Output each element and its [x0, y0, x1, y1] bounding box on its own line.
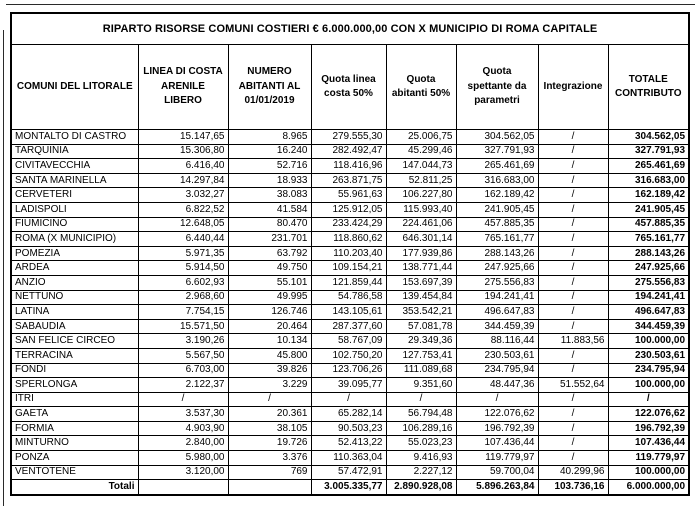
- value-cell: /: [538, 130, 608, 145]
- value-cell: 12.648,05: [138, 217, 228, 232]
- value-cell: 162.189,42: [608, 188, 689, 203]
- totals-value-cell: 2.890.928,08: [386, 480, 456, 495]
- value-cell: 54.786,58: [311, 290, 386, 305]
- value-cell: 38.105: [228, 421, 311, 436]
- comune-name-cell: NETTUNO: [11, 290, 138, 305]
- value-cell: 15.306,80: [138, 144, 228, 159]
- table-row: [11, 232, 689, 247]
- value-cell: 304.562,05: [608, 130, 689, 145]
- value-cell: 55.023,23: [386, 436, 456, 451]
- value-cell: 327.791,93: [456, 144, 538, 159]
- value-cell: 119.779,97: [608, 451, 689, 466]
- table-row: [11, 451, 689, 466]
- table-row: [11, 392, 689, 407]
- value-cell: 14.297,84: [138, 173, 228, 188]
- value-cell: /: [538, 363, 608, 378]
- value-cell: 55.101: [228, 275, 311, 290]
- value-cell: 344.459,39: [456, 319, 538, 334]
- value-cell: /: [608, 392, 689, 407]
- value-cell: /: [538, 275, 608, 290]
- value-cell: /: [538, 217, 608, 232]
- table-row: [11, 144, 689, 159]
- value-cell: 110.363,04: [311, 451, 386, 466]
- table-row: [11, 334, 689, 349]
- column-header-7: Integrazione: [538, 45, 608, 130]
- value-cell: 127.753,41: [386, 348, 456, 363]
- value-cell: 52.413,22: [311, 436, 386, 451]
- table-row: [11, 363, 689, 378]
- value-cell: 52.811,25: [386, 173, 456, 188]
- column-header-2: LINEA DI COSTA ARENILE LIBERO: [138, 45, 228, 130]
- value-cell: 194.241,41: [608, 290, 689, 305]
- value-cell: 121.859,44: [311, 275, 386, 290]
- value-cell: 25.006,75: [386, 130, 456, 145]
- value-cell: 247.925,66: [456, 261, 538, 276]
- totals-value-cell: [138, 480, 228, 495]
- value-cell: 196.792,39: [608, 421, 689, 436]
- value-cell: 177.939,86: [386, 246, 456, 261]
- comune-name-cell: SPERLONGA: [11, 378, 138, 393]
- value-cell: /: [311, 392, 386, 407]
- value-cell: 9.416,93: [386, 451, 456, 466]
- table-row: [11, 465, 689, 480]
- value-cell: 8.965: [228, 130, 311, 145]
- value-cell: 646.301,14: [386, 232, 456, 247]
- value-cell: 80.470: [228, 217, 311, 232]
- value-cell: 118.416,96: [311, 159, 386, 174]
- comune-name-cell: GAETA: [11, 407, 138, 422]
- table-row: [11, 261, 689, 276]
- value-cell: 279.555,30: [311, 130, 386, 145]
- value-cell: 194.241,41: [456, 290, 538, 305]
- value-cell: 41.584: [228, 202, 311, 217]
- value-cell: 3.376: [228, 451, 311, 466]
- column-header-5: Quota abitanti 50%: [386, 45, 456, 130]
- value-cell: 49.995: [228, 290, 311, 305]
- value-cell: /: [538, 144, 608, 159]
- value-cell: 230.503,61: [608, 348, 689, 363]
- comune-name-cell: SABAUDIA: [11, 319, 138, 334]
- value-cell: 57.472,91: [311, 465, 386, 480]
- value-cell: 123.706,26: [311, 363, 386, 378]
- value-cell: 4.903,90: [138, 421, 228, 436]
- value-cell: /: [538, 407, 608, 422]
- comune-name-cell: MONTALTO DI CASTRO: [11, 130, 138, 145]
- value-cell: 15.571,50: [138, 319, 228, 334]
- comune-name-cell: ARDEA: [11, 261, 138, 276]
- value-cell: 5.971,35: [138, 246, 228, 261]
- value-cell: 327.791,93: [608, 144, 689, 159]
- comune-name-cell: FONDI: [11, 363, 138, 378]
- value-cell: 288.143,26: [608, 246, 689, 261]
- value-cell: 111.089,68: [386, 363, 456, 378]
- value-cell: 18.933: [228, 173, 311, 188]
- value-cell: 115.993,40: [386, 202, 456, 217]
- value-cell: /: [538, 348, 608, 363]
- value-cell: 119.779,97: [456, 451, 538, 466]
- value-cell: 6.416,40: [138, 159, 228, 174]
- value-cell: 247.925,66: [608, 261, 689, 276]
- comune-name-cell: CIVITAVECCHIA: [11, 159, 138, 174]
- value-cell: 3.537,30: [138, 407, 228, 422]
- value-cell: 143.105,61: [311, 305, 386, 320]
- value-cell: 52.716: [228, 159, 311, 174]
- comune-name-cell: LATINA: [11, 305, 138, 320]
- value-cell: 5.567,50: [138, 348, 228, 363]
- totals-value-cell: 3.005.335,77: [311, 480, 386, 495]
- value-cell: 288.143,26: [456, 246, 538, 261]
- value-cell: 109.154,21: [311, 261, 386, 276]
- value-cell: 231.701: [228, 232, 311, 247]
- value-cell: 162.189,42: [456, 188, 538, 203]
- value-cell: 282.492,47: [311, 144, 386, 159]
- value-cell: 344.459,39: [608, 319, 689, 334]
- totals-row: [11, 480, 689, 495]
- value-cell: /: [538, 319, 608, 334]
- table-row: [11, 275, 689, 290]
- value-cell: 6.822,52: [138, 202, 228, 217]
- value-cell: 765.161,77: [608, 232, 689, 247]
- value-cell: 49.750: [228, 261, 311, 276]
- value-cell: 51.552,64: [538, 378, 608, 393]
- table-row: [11, 130, 689, 145]
- value-cell: 196.792,39: [456, 421, 538, 436]
- comune-name-cell: ITRI: [11, 392, 138, 407]
- value-cell: 15.147,65: [138, 130, 228, 145]
- totals-value-cell: 103.736,16: [538, 480, 608, 495]
- value-cell: 234.795,94: [456, 363, 538, 378]
- value-cell: 20.361: [228, 407, 311, 422]
- value-cell: 106.227,80: [386, 188, 456, 203]
- value-cell: 457.885,35: [608, 217, 689, 232]
- table-row: [11, 319, 689, 334]
- column-header-8: TOTALE CONTRIBUTO: [608, 45, 689, 130]
- value-cell: /: [538, 290, 608, 305]
- value-cell: 147.044,73: [386, 159, 456, 174]
- value-cell: 9.351,60: [386, 378, 456, 393]
- value-cell: 5.980,00: [138, 451, 228, 466]
- value-cell: 153.697,39: [386, 275, 456, 290]
- value-cell: 224.461,06: [386, 217, 456, 232]
- value-cell: 100.000,00: [608, 334, 689, 349]
- table-row: [11, 159, 689, 174]
- value-cell: 265.461,69: [608, 159, 689, 174]
- column-header-1: COMUNI DEL LITORALE: [11, 45, 138, 130]
- table-row: [11, 378, 689, 393]
- comune-name-cell: PONZA: [11, 451, 138, 466]
- value-cell: 2.840,00: [138, 436, 228, 451]
- comune-name-cell: FORMIA: [11, 421, 138, 436]
- totals-label-cell: Totali: [11, 480, 138, 495]
- value-cell: 139.454,84: [386, 290, 456, 305]
- value-cell: 496.647,83: [608, 305, 689, 320]
- value-cell: 241.905,45: [608, 202, 689, 217]
- value-cell: 55.961,63: [311, 188, 386, 203]
- value-cell: 118.860,62: [311, 232, 386, 247]
- value-cell: 39.826: [228, 363, 311, 378]
- value-cell: 3.190,26: [138, 334, 228, 349]
- value-cell: 11.883,56: [538, 334, 608, 349]
- value-cell: 38.083: [228, 188, 311, 203]
- value-cell: 457.885,35: [456, 217, 538, 232]
- value-cell: 496.647,83: [456, 305, 538, 320]
- column-header-6: Quota spettante da parametri: [456, 45, 538, 130]
- value-cell: /: [228, 392, 311, 407]
- value-cell: 90.503,23: [311, 421, 386, 436]
- comune-name-cell: POMEZIA: [11, 246, 138, 261]
- value-cell: 63.792: [228, 246, 311, 261]
- value-cell: 316.683,00: [608, 173, 689, 188]
- value-cell: 65.282,14: [311, 407, 386, 422]
- table-title: RIPARTO RISORSE COMUNI COSTIERI € 6.000.000,00 CON X MUNICIPIO DI ROMA CAPITALE: [11, 13, 689, 45]
- value-cell: 88.116,44: [456, 334, 538, 349]
- value-cell: 45.800: [228, 348, 311, 363]
- comune-name-cell: TERRACINA: [11, 348, 138, 363]
- value-cell: 39.095,77: [311, 378, 386, 393]
- value-cell: 56.794,48: [386, 407, 456, 422]
- comune-name-cell: SANTA MARINELLA: [11, 173, 138, 188]
- table-row: [11, 407, 689, 422]
- value-cell: 2.122,37: [138, 378, 228, 393]
- value-cell: 48.447,36: [456, 378, 538, 393]
- value-cell: 122.076,62: [608, 407, 689, 422]
- comune-name-cell: VENTOTENE: [11, 465, 138, 480]
- value-cell: 265.461,69: [456, 159, 538, 174]
- value-cell: 3.120,00: [138, 465, 228, 480]
- value-cell: 57.081,78: [386, 319, 456, 334]
- value-cell: 233.424,29: [311, 217, 386, 232]
- value-cell: /: [538, 188, 608, 203]
- value-cell: 102.750,20: [311, 348, 386, 363]
- value-cell: 287.377,60: [311, 319, 386, 334]
- value-cell: 234.795,94: [608, 363, 689, 378]
- value-cell: 100.000,00: [608, 378, 689, 393]
- comune-name-cell: LADISPOLI: [11, 202, 138, 217]
- comune-name-cell: ROMA (X MUNICIPIO): [11, 232, 138, 247]
- value-cell: /: [138, 392, 228, 407]
- value-cell: /: [456, 392, 538, 407]
- value-cell: /: [538, 451, 608, 466]
- value-cell: 230.503,61: [456, 348, 538, 363]
- comune-name-cell: CERVETERI: [11, 188, 138, 203]
- value-cell: 125.912,05: [311, 202, 386, 217]
- value-cell: /: [538, 232, 608, 247]
- value-cell: 2.227,12: [386, 465, 456, 480]
- table-row: [11, 305, 689, 320]
- value-cell: 138.771,44: [386, 261, 456, 276]
- riparto-risorse-table: [10, 12, 690, 496]
- value-cell: 3.229: [228, 378, 311, 393]
- value-cell: 59.700,04: [456, 465, 538, 480]
- value-cell: 353.542,21: [386, 305, 456, 320]
- value-cell: /: [538, 202, 608, 217]
- table-row: [11, 188, 689, 203]
- value-cell: /: [386, 392, 456, 407]
- table-row: [11, 421, 689, 436]
- value-cell: 5.914,50: [138, 261, 228, 276]
- value-cell: 275.556,83: [456, 275, 538, 290]
- comune-name-cell: MINTURNO: [11, 436, 138, 451]
- value-cell: 45.299,46: [386, 144, 456, 159]
- value-cell: /: [538, 261, 608, 276]
- value-cell: 3.032,27: [138, 188, 228, 203]
- title-row: [11, 13, 689, 45]
- value-cell: 2.968,60: [138, 290, 228, 305]
- value-cell: 263.871,75: [311, 173, 386, 188]
- table-row: [11, 202, 689, 217]
- value-cell: 16.240: [228, 144, 311, 159]
- value-cell: 765.161,77: [456, 232, 538, 247]
- value-cell: /: [538, 421, 608, 436]
- value-cell: 6.602,93: [138, 275, 228, 290]
- value-cell: 40.299,96: [538, 465, 608, 480]
- value-cell: /: [538, 305, 608, 320]
- value-cell: 110.203,40: [311, 246, 386, 261]
- comune-name-cell: ANZIO: [11, 275, 138, 290]
- table-row: [11, 246, 689, 261]
- comune-name-cell: TARQUINIA: [11, 144, 138, 159]
- value-cell: 20.464: [228, 319, 311, 334]
- totals-value-cell: 5.896.263,84: [456, 480, 538, 495]
- value-cell: 7.754,15: [138, 305, 228, 320]
- value-cell: 107.436,44: [456, 436, 538, 451]
- value-cell: 6.440,44: [138, 232, 228, 247]
- value-cell: 304.562,05: [456, 130, 538, 145]
- table-row: [11, 173, 689, 188]
- value-cell: 122.076,62: [456, 407, 538, 422]
- value-cell: 100.000,00: [608, 465, 689, 480]
- value-cell: /: [538, 436, 608, 451]
- table-row: [11, 436, 689, 451]
- table-row: [11, 348, 689, 363]
- value-cell: 6.703,00: [138, 363, 228, 378]
- value-cell: 126.746: [228, 305, 311, 320]
- value-cell: 769: [228, 465, 311, 480]
- value-cell: /: [538, 246, 608, 261]
- value-cell: /: [538, 159, 608, 174]
- column-header-4: Quota linea costa 50%: [311, 45, 386, 130]
- table-row: [11, 290, 689, 305]
- scan-edge-line-left: [3, 30, 4, 506]
- totals-value-cell: 6.000.000,00: [608, 480, 689, 495]
- value-cell: 316.683,00: [456, 173, 538, 188]
- totals-value-cell: [228, 480, 311, 495]
- value-cell: 275.556,83: [608, 275, 689, 290]
- comune-name-cell: FIUMICINO: [11, 217, 138, 232]
- value-cell: 58.767,09: [311, 334, 386, 349]
- value-cell: 29.349,36: [386, 334, 456, 349]
- scan-edge-line-top: [6, 4, 695, 5]
- column-header-3: NUMERO ABITANTI AL 01/01/2019: [228, 45, 311, 130]
- value-cell: /: [538, 392, 608, 407]
- value-cell: 10.134: [228, 334, 311, 349]
- value-cell: 19.726: [228, 436, 311, 451]
- value-cell: 241.905,45: [456, 202, 538, 217]
- header-row: [11, 45, 689, 130]
- comune-name-cell: SAN FELICE CIRCEO: [11, 334, 138, 349]
- value-cell: /: [538, 173, 608, 188]
- table-row: [11, 217, 689, 232]
- value-cell: 106.289,16: [386, 421, 456, 436]
- value-cell: 107.436,44: [608, 436, 689, 451]
